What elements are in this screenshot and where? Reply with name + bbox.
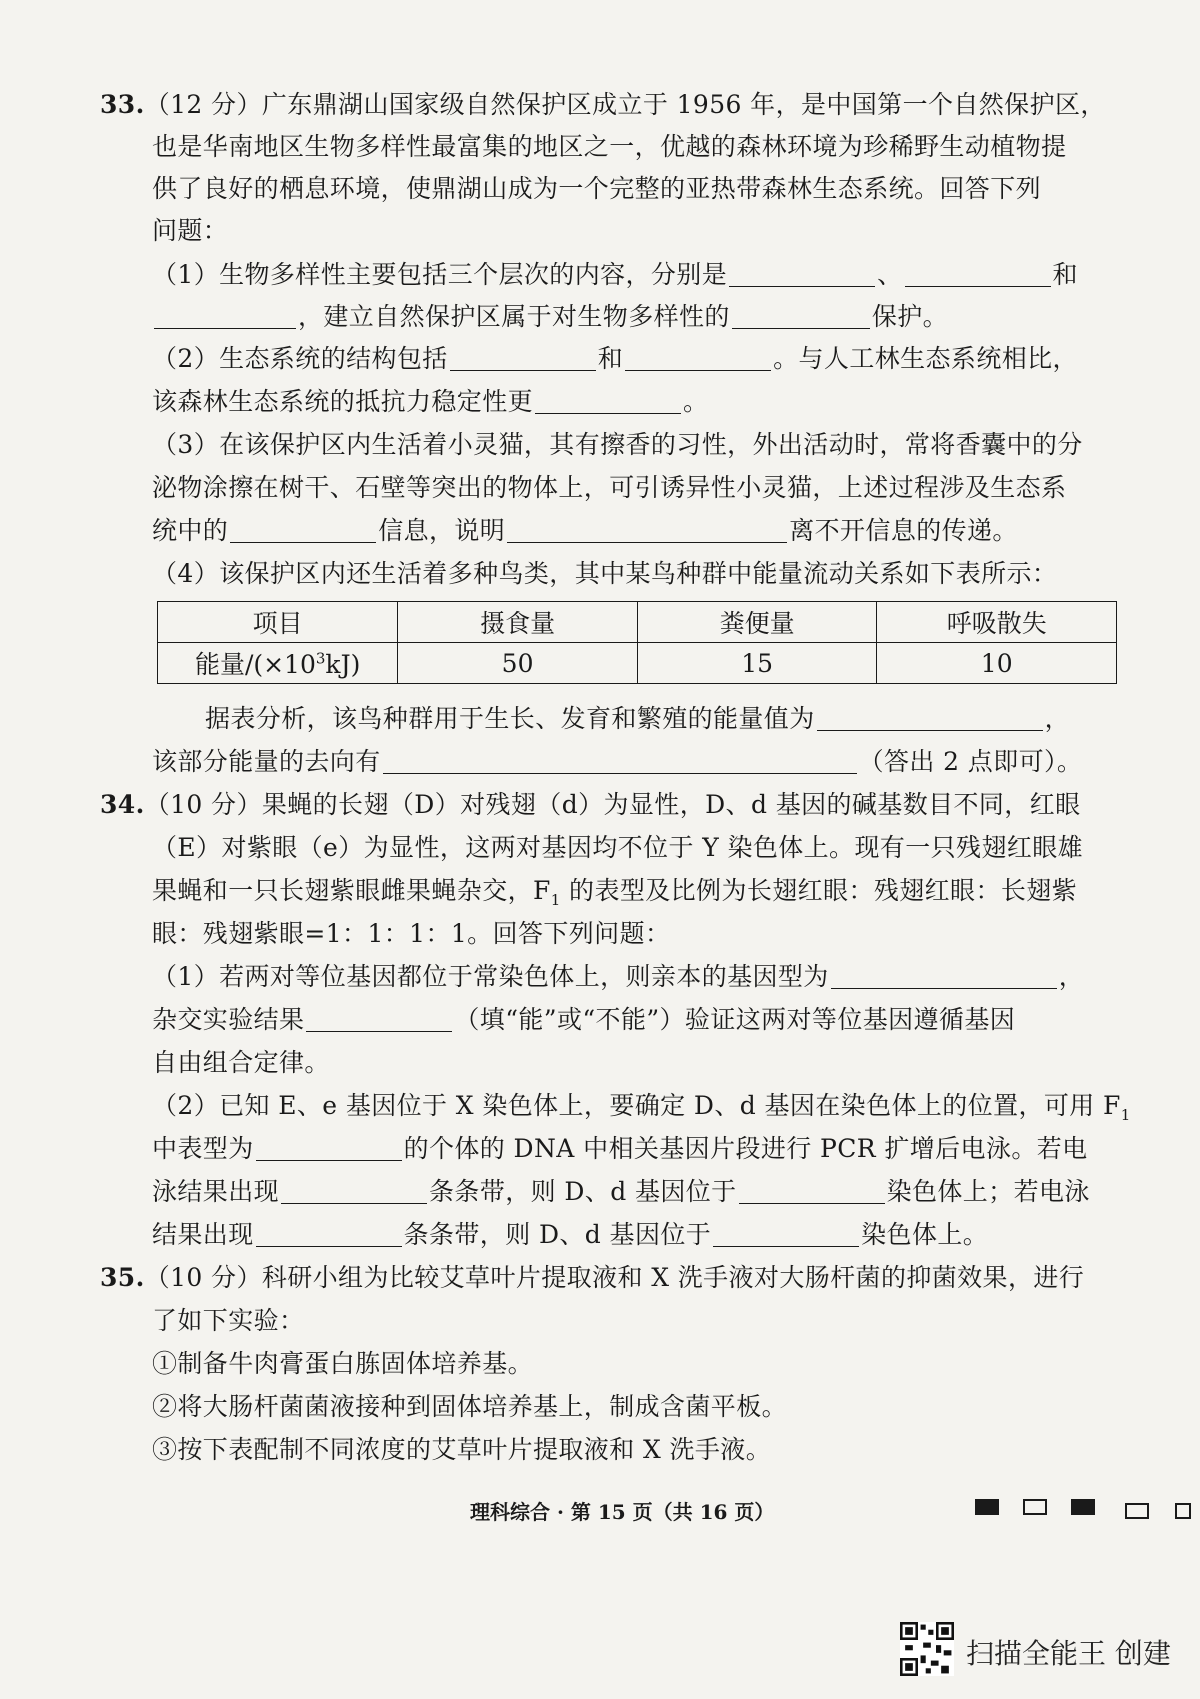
- q33-part2-line-2: 该森林生态系统的抵抗力稳定性更 。: [152, 387, 709, 416]
- answer-blank[interactable]: [535, 387, 681, 414]
- empty-square-mark: [1023, 1499, 1047, 1515]
- q35-number: 35.: [100, 1263, 145, 1292]
- q34-line-4: 眼：残翅紫眼=1：1：1：1。回答下列问题：: [152, 919, 671, 948]
- answer-blank[interactable]: [256, 1134, 402, 1161]
- answer-blank[interactable]: [383, 747, 857, 774]
- empty-square-mark: [1175, 1503, 1191, 1519]
- table-header-row: [158, 602, 1117, 643]
- q33-part3-line-2: 泌物涂擦在树干、石壁等突出的物体上，可引诱异性小灵猫，上述过程涉及生态系: [152, 473, 1067, 502]
- table-cell: 10: [877, 643, 1117, 684]
- q35-step-3: ③按下表配制不同浓度的艾草叶片提取液和 X 洗手液。: [152, 1435, 772, 1464]
- table-header-cell: 摄食量: [398, 602, 638, 643]
- answer-blank[interactable]: [450, 344, 596, 371]
- q33-part3-line-3: 统中的 信息，说明 离不开信息的传递。: [152, 516, 1018, 545]
- q33-part2-line-1: （2）生态系统的结构包括 和 。与人工林生态系统相比，: [152, 344, 1078, 373]
- q33-part1-line-1: （1）生物多样性主要包括三个层次的内容，分别是 、 和: [152, 260, 1078, 289]
- q34-line-1: 34.（10 分）果蝇的长翅（D）对残翅（d）为显性，D、d 基因的碱基数目不同，红眼: [100, 790, 1081, 819]
- q34-line-2: （E）对紫眼（e）为显性，这两对基因均不位于 Y 染色体上。现有一只残翅红眼雄: [152, 833, 1084, 862]
- table-row: [158, 643, 1117, 684]
- empty-square-mark: [1125, 1503, 1149, 1519]
- table-cell: 50: [398, 643, 638, 684]
- answer-blank[interactable]: [713, 1220, 859, 1247]
- q34-part1-line-3: 自由组合定律。: [152, 1048, 330, 1077]
- table-header-cell: 呼吸散失: [877, 602, 1117, 643]
- answer-blank[interactable]: [306, 1005, 452, 1032]
- scanner-watermark-text: 扫描全能王 创建: [966, 1637, 1171, 1670]
- answer-blank[interactable]: [831, 962, 1057, 989]
- q33-part3-line-1: （3）在该保护区内生活着小灵猫，其有擦香的习性，外出活动时，常将香囊中的分: [152, 430, 1083, 459]
- q33-part4-line-3: 该部分能量的去向有 （答出 2 点即可）。: [152, 747, 1083, 776]
- q34-part1-line-1: （1）若两对等位基因都位于常染色体上，则亲本的基因型为 ，: [152, 962, 1085, 991]
- answer-blank[interactable]: [625, 344, 771, 371]
- answer-blank[interactable]: [507, 516, 787, 543]
- energy-flow-table: [157, 601, 1117, 684]
- q33-line-1: 33.（12 分）广东鼎湖山国家级自然保护区成立于 1956 年，是中国第一个自然保护区，: [100, 90, 1106, 119]
- qr-code-icon: [900, 1622, 954, 1676]
- q34-line-3: 果蝇和一只长翅紫眼雌果蝇杂交，$F_1$ 的表型及比例为长翅红眼：残翅红眼：长翅紫: [152, 876, 1078, 909]
- q34-part1-line-2: 杂交实验结果 （填“能”或“不能”）验证这两对等位基因遵循基因: [152, 1005, 1016, 1034]
- table-cell: 15: [637, 643, 877, 684]
- answer-blank[interactable]: [905, 260, 1051, 287]
- q33-line-4: 问题：: [152, 216, 229, 245]
- answer-blank[interactable]: [729, 260, 875, 287]
- q34-part2-line-1: （2）已知 E、e 基因位于 X 染色体上，要确定 D、d 基因在染色体上的位置，可用 $F_1$: [152, 1091, 1131, 1124]
- q33-number: 33.: [100, 90, 145, 119]
- table-row-label: 能量$/(\times 10^3kJ)$: [158, 643, 398, 684]
- answer-blank[interactable]: [256, 1220, 402, 1247]
- q33-line-3: 供了良好的栖息环境，使鼎湖山成为一个完整的亚热带森林生态系统。回答下列: [152, 174, 1042, 203]
- q33-line-2: 也是华南地区生物多样性最富集的地区之一，优越的森林环境为珍稀野生动植物提: [152, 132, 1067, 161]
- q35-line-2: 了如下实验：: [152, 1306, 305, 1335]
- q33-part1-line-2: ，建立自然保护区属于对生物多样性的 保护。: [152, 300, 948, 334]
- q34-part2-line-2: 中表型为 的个体的 DNA 中相关基因片段进行 PCR 扩增后电泳。若电: [152, 1134, 1088, 1163]
- page-footer: 理科综合 · 第 15 页（共 16 页）: [470, 1500, 775, 1524]
- q35-step-1: ①制备牛肉膏蛋白胨固体培养基。: [152, 1349, 534, 1378]
- q34-number: 34.: [100, 790, 145, 819]
- q33-part4-line-2: 据表分析，该鸟种群用于生长、发育和繁殖的能量值为 ，: [205, 704, 1071, 733]
- table-header-cell: 粪便量: [637, 602, 877, 643]
- q35-step-2: ②将大肠杆菌菌液接种到固体培养基上，制成含菌平板。: [152, 1392, 788, 1421]
- answer-blank[interactable]: [732, 302, 870, 329]
- answer-blank[interactable]: [739, 1177, 885, 1204]
- answer-blank[interactable]: [230, 516, 376, 543]
- q34-part2-line-3: 泳结果出现 条条带，则 D、d 基因位于 染色体上；若电泳: [152, 1177, 1090, 1206]
- q35-line-1: 35.（10 分）科研小组为比较艾草叶片提取液和 X 洗手液对大肠杆菌的抑菌效果，进行: [100, 1263, 1085, 1292]
- table-header-cell: 项目: [158, 602, 398, 643]
- q33-part4-line-1: （4）该保护区内还生活着多种鸟类，其中某鸟种群中能量流动关系如下表所示：: [152, 559, 1058, 588]
- answer-blank[interactable]: [817, 704, 1043, 731]
- q34-part2-line-4: 结果出现 条条带，则 D、d 基因位于 染色体上。: [152, 1220, 989, 1249]
- answer-blank[interactable]: [154, 302, 296, 329]
- filled-square-mark: [1071, 1499, 1095, 1515]
- answer-blank[interactable]: [281, 1177, 427, 1204]
- filled-square-mark: [975, 1499, 999, 1515]
